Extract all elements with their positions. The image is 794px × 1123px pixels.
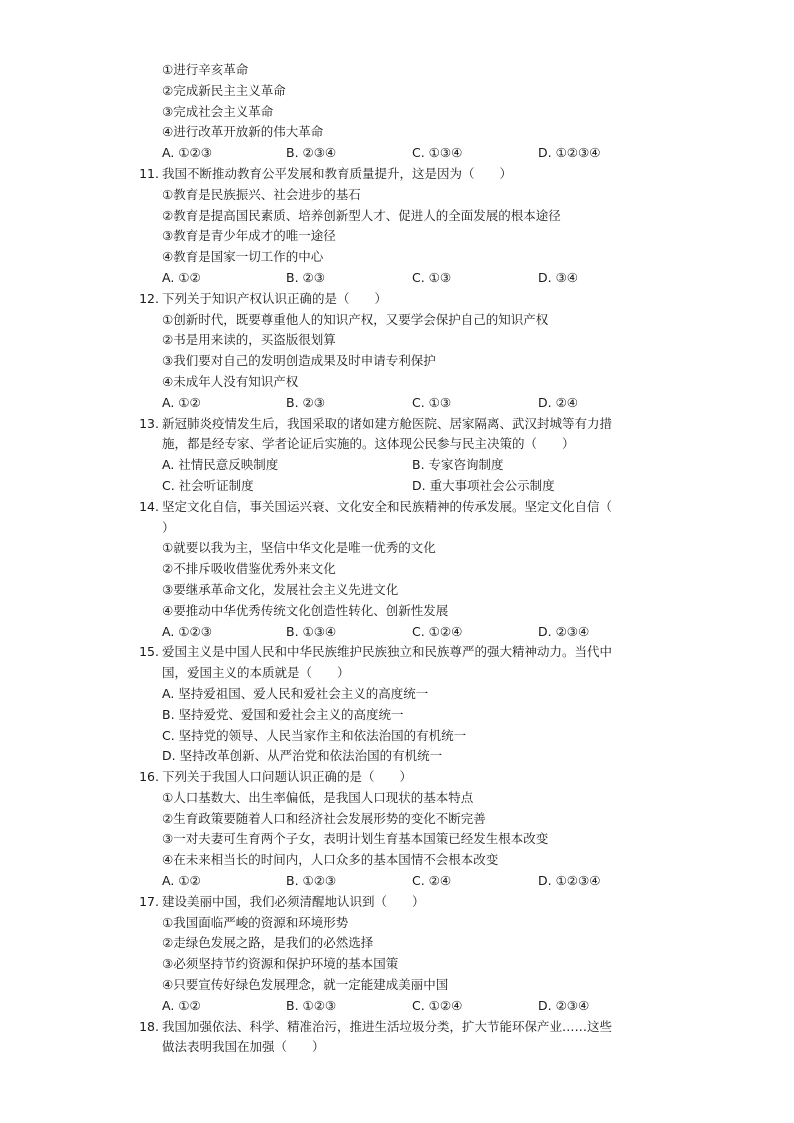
question-block — [0, 60, 794, 164]
question-stem-line — [0, 1017, 794, 1038]
answer-option: C. 社会听证制度 — [162, 477, 254, 493]
answer-option: C. ②④ — [412, 873, 452, 889]
question-stem: 下列关于知识产权认识正确的是（ ） — [162, 290, 388, 306]
answer-option: D. 重大事项社会公示制度 — [412, 477, 555, 493]
answer-option: B. ①②③ — [286, 997, 337, 1013]
statement-line — [0, 954, 794, 975]
answer-option: B. ②③ — [286, 394, 325, 410]
statement-line — [0, 538, 794, 559]
answer-option: B. 专家咨询制度 — [412, 457, 504, 473]
answer-option: A. ①② — [162, 997, 201, 1013]
statement-line — [0, 746, 794, 767]
question-stem-line — [0, 434, 794, 455]
statement: ④只要宣传好绿色发展理念，就一定能建成美丽中国 — [162, 977, 449, 993]
question-stem: 下列关于我国人口问题认识正确的是（ ） — [162, 769, 413, 785]
statement-line — [0, 580, 794, 601]
question-stem: 爱国主义是中国人民和中华民族维护民族独立和民族尊严的强大精神动力。当代中 — [162, 644, 613, 660]
question-stem-line — [0, 497, 794, 518]
question-stem-line — [0, 767, 794, 788]
statement: ③一对夫妻可生育两个子女，表明计划生育基本国策已经发生根本改变 — [162, 831, 549, 847]
answer-option: A. ①②③ — [162, 145, 212, 161]
statement: ④在未来相当长的时间内，人口众多的基本国情不会根本改变 — [162, 852, 499, 868]
question-block — [0, 892, 794, 1017]
options — [162, 996, 682, 1017]
options-row — [0, 455, 794, 476]
answer-option: D. ①②③④ — [538, 145, 601, 161]
question-stem-line — [0, 164, 794, 185]
statement: ②走绿色发展之路，是我们的必然选择 — [162, 935, 374, 951]
question-number: 16. — [139, 769, 159, 785]
statement-line — [0, 330, 794, 351]
question-stem: 施，都是经专家、学者论证后实施的。这体现公民参与民主决策的（ ） — [162, 436, 575, 452]
question-stem: 国，爱国主义的本质就是（ ） — [162, 665, 350, 681]
question-block — [0, 642, 794, 767]
answer-option: B. ①③④ — [286, 623, 337, 639]
statement-line — [0, 975, 794, 996]
question-stem: 建设美丽中国，我们必须清醒地认识到（ ） — [162, 893, 425, 909]
statement-line — [0, 601, 794, 622]
options-row — [0, 476, 794, 497]
answer-option: D. ③④ — [538, 269, 578, 285]
statement: ④要推动中华优秀传统文化创造性转化、创新性发展 — [162, 602, 449, 618]
options-row — [0, 871, 794, 892]
statement-line — [0, 206, 794, 227]
statement-line — [0, 933, 794, 954]
statement: A. 坚持爱祖国、爱人民和爱社会主义的高度统一 — [162, 685, 429, 701]
statement-line — [0, 788, 794, 809]
answer-option: C. ①③ — [412, 269, 452, 285]
statement: ②生育政策要随着人口和经济社会发展形势的变化不断完善 — [162, 810, 486, 826]
statement: ④未成年人没有知识产权 — [162, 373, 299, 389]
question-stem-line — [0, 663, 794, 684]
statement-line — [0, 372, 794, 393]
statement-line — [0, 559, 794, 580]
question-block — [0, 289, 794, 414]
question-block — [0, 767, 794, 892]
statement: B. 坚持爱党、爱国和爱社会主义的高度统一 — [162, 706, 404, 722]
question-stem: 做法表明我国在加强（ ） — [162, 1039, 325, 1055]
options-row — [0, 268, 794, 289]
options — [162, 393, 682, 414]
options — [162, 268, 682, 289]
statement-line — [0, 102, 794, 123]
statement: ②教育是提高国民素质、培养创新型人才、促进人的全面发展的根本途径 — [162, 207, 561, 223]
question-number: 14. — [139, 498, 159, 514]
question-stem: 我国不断推动教育公平发展和教育质量提升，这是因为（ ） — [162, 165, 513, 181]
question-block — [0, 1017, 794, 1059]
statement-line — [0, 60, 794, 81]
question-stem-line — [0, 892, 794, 913]
options-row — [0, 996, 794, 1017]
answer-option: A. ①②③ — [162, 623, 212, 639]
statement-line — [0, 726, 794, 747]
question-stem-line — [0, 1037, 794, 1058]
answer-option: A. ①② — [162, 394, 201, 410]
question-stem-line — [0, 414, 794, 435]
answer-option: D. ①②③④ — [538, 873, 601, 889]
answer-option: D. ②③④ — [538, 623, 590, 639]
statement: ④教育是国家一切工作的中心 — [162, 249, 324, 265]
question-block — [0, 164, 794, 289]
exam-page — [0, 60, 794, 1058]
statement: ①我国面临严峻的资源和环境形势 — [162, 914, 349, 930]
question-number: 18. — [139, 1018, 159, 1034]
answer-option: A. 社情民意反映制度 — [162, 457, 279, 473]
statement-line — [0, 913, 794, 934]
answer-option: D. ②④ — [538, 394, 578, 410]
answer-option: A. ①② — [162, 269, 201, 285]
statement-line — [0, 185, 794, 206]
statement: ②书是用来读的，买盗版很划算 — [162, 332, 336, 348]
statement-line — [0, 705, 794, 726]
statement: ①人口基数大、出生率偏低，是我国人口现状的基本特点 — [162, 789, 474, 805]
options — [162, 871, 682, 892]
question-number: 11. — [139, 165, 159, 181]
question-stem: 坚定文化自信，事关国运兴衰、文化安全和民族精神的传承发展。坚定文化自信（ — [162, 498, 613, 514]
statement-line — [0, 351, 794, 372]
statement-line — [0, 850, 794, 871]
question-stem: ） — [162, 519, 175, 535]
statement: ④进行改革开放新的伟大革命 — [162, 124, 324, 140]
statement: ②不排斥吸收借鉴优秀外来文化 — [162, 561, 336, 577]
statement: D. 坚持改革创新、从严治党和依法治国的有机统一 — [162, 748, 443, 764]
answer-option: D. ②③④ — [538, 997, 590, 1013]
options-row — [0, 393, 794, 414]
question-block — [0, 497, 794, 643]
statement-line — [0, 247, 794, 268]
question-stem-line — [0, 642, 794, 663]
options — [162, 622, 682, 643]
answer-option: B. ②③ — [286, 269, 325, 285]
options-row — [0, 143, 794, 164]
question-number: 15. — [139, 644, 159, 660]
statement-line — [0, 809, 794, 830]
statement-line — [0, 81, 794, 102]
answer-option: A. ①② — [162, 873, 201, 889]
question-stem-line — [0, 289, 794, 310]
options — [162, 476, 682, 497]
statement: ③教育是青少年成才的唯一途径 — [162, 228, 336, 244]
statement-line — [0, 226, 794, 247]
question-block — [0, 414, 794, 497]
statement-line — [0, 310, 794, 331]
options-row — [0, 622, 794, 643]
question-number: 13. — [139, 415, 159, 431]
statement-line — [0, 122, 794, 143]
statement: ②完成新民主主义革命 — [162, 82, 286, 98]
answer-option: B. ①②③ — [286, 873, 337, 889]
question-stem: 新冠肺炎疫情发生后，我国采取的诸如建方舱医院、居家隔离、武汉封城等有力措 — [162, 415, 613, 431]
statement-line — [0, 684, 794, 705]
statement: ③完成社会主义革命 — [162, 103, 274, 119]
answer-option: C. ①②④ — [412, 997, 463, 1013]
statement-line — [0, 829, 794, 850]
answer-option: C. ①②④ — [412, 623, 463, 639]
statement: C. 坚持党的领导、人民当家作主和依法治国的有机统一 — [162, 727, 467, 743]
statement: ③要继承革命文化，发展社会主义先进文化 — [162, 581, 399, 597]
question-stem: 我国加强依法、科学、精准治污，推进生活垃圾分类，扩大节能环保产业……这些 — [162, 1018, 613, 1034]
question-number: 12. — [139, 290, 159, 306]
statement: ①创新时代，既要尊重他人的知识产权，又要学会保护自己的知识产权 — [162, 311, 549, 327]
statement: ①教育是民族振兴、社会进步的基石 — [162, 186, 361, 202]
statement: ③必须坚持节约资源和保护环境的基本国策 — [162, 956, 399, 972]
question-stem-line — [0, 518, 794, 539]
statement: ①就要以我为主，坚信中华文化是唯一优秀的文化 — [162, 540, 436, 556]
options — [162, 455, 682, 476]
answer-option: B. ②③④ — [286, 145, 337, 161]
answer-option: C. ①③ — [412, 394, 452, 410]
answer-option: C. ①③④ — [412, 145, 463, 161]
options — [162, 143, 682, 164]
question-number: 17. — [139, 893, 159, 909]
statement: ③我们要对自己的发明创造成果及时申请专利保护 — [162, 353, 436, 369]
statement: ①进行辛亥革命 — [162, 62, 249, 77]
